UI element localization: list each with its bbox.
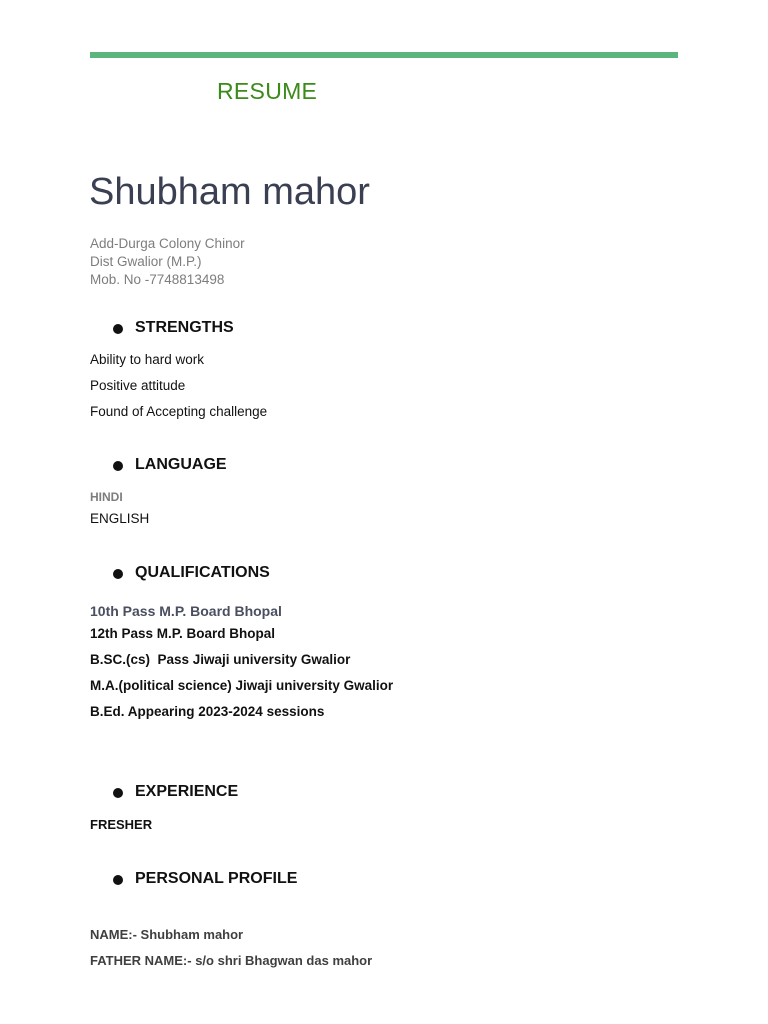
top-accent-bar bbox=[90, 52, 678, 58]
section-heading-label: STRENGTHS bbox=[135, 319, 234, 336]
profile-name: NAME:- Shubham mahor bbox=[90, 927, 244, 942]
strength-item: Positive attitude bbox=[90, 378, 186, 393]
profile-father-name: FATHER NAME:- s/o shri Bhagwan das mahor bbox=[90, 953, 373, 968]
bullet-icon bbox=[113, 569, 123, 579]
qualification-item: M.A.(political science) Jiwaji university Gwalior bbox=[90, 678, 394, 693]
section-heading-label: EXPERIENCE bbox=[135, 783, 239, 800]
qualification-item: 12th Pass M.P. Board Bhopal bbox=[90, 626, 276, 641]
experience-value: FRESHER bbox=[90, 817, 153, 832]
section-heading-personal-profile bbox=[113, 870, 297, 888]
section-heading-label: LANGUAGE bbox=[135, 456, 227, 473]
qualification-item: B.SC.(cs) Pass Jiwaji university Gwalior bbox=[90, 652, 351, 667]
candidate-name: Shubham mahor bbox=[89, 171, 370, 213]
qualification-item: 10th Pass M.P. Board Bhopal bbox=[90, 603, 282, 619]
bullet-icon bbox=[113, 788, 123, 798]
strength-item: Ability to hard work bbox=[90, 352, 205, 367]
section-heading-label: PERSONAL PROFILE bbox=[135, 870, 298, 887]
language-item: HINDI bbox=[90, 490, 123, 504]
bullet-icon bbox=[113, 875, 123, 885]
section-heading-strengths bbox=[113, 319, 234, 337]
qualification-item: B.Ed. Appearing 2023-2024 sessions bbox=[90, 704, 325, 719]
strength-item: Found of Accepting challenge bbox=[90, 404, 268, 419]
language-item: ENGLISH bbox=[90, 511, 150, 526]
document-title: RESUME bbox=[217, 78, 318, 104]
address-line: Add-Durga Colony Chinor bbox=[90, 236, 245, 251]
bullet-icon bbox=[113, 461, 123, 471]
mobile-number: Mob. No -7748813498 bbox=[90, 272, 225, 287]
section-heading-experience bbox=[113, 783, 238, 801]
section-heading-language bbox=[113, 456, 227, 474]
section-heading-label: QUALIFICATIONS bbox=[135, 564, 270, 581]
address-block bbox=[90, 235, 245, 289]
section-heading-qualifications bbox=[113, 564, 270, 582]
address-line: Dist Gwalior (M.P.) bbox=[90, 254, 202, 269]
bullet-icon bbox=[113, 324, 123, 334]
